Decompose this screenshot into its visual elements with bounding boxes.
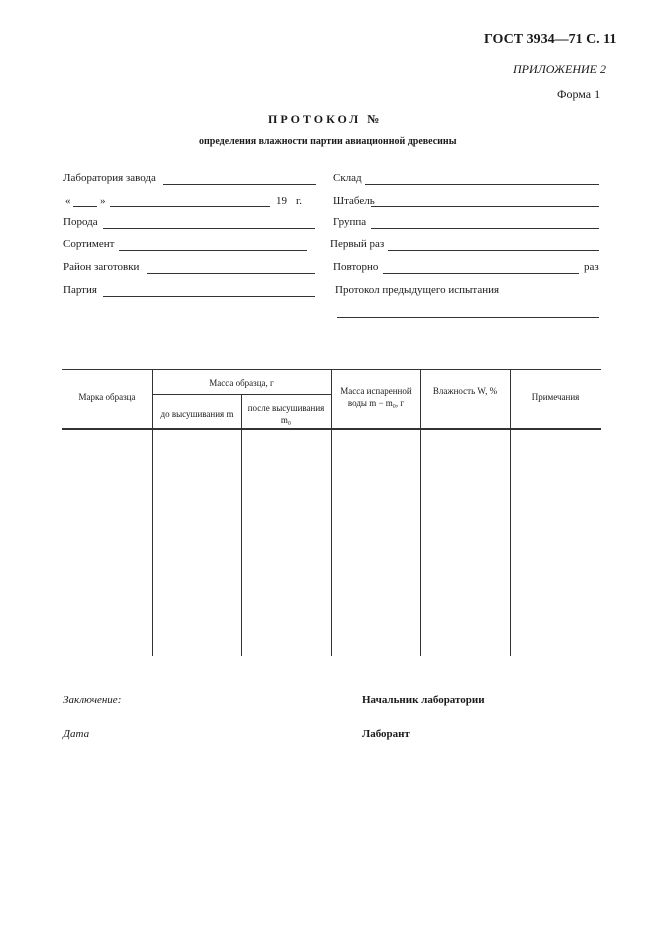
warehouse-label: Склад: [333, 172, 362, 184]
col-divider-2: [241, 395, 242, 656]
stack-blank: [371, 206, 599, 207]
lab-assistant-label: Лаборант: [362, 728, 410, 740]
first-time-label: Первый раз: [330, 238, 385, 250]
month-blank: [110, 206, 270, 207]
lab-factory-label: Лаборатория завода: [63, 172, 156, 184]
harvest-area-blank: [147, 273, 315, 274]
group-blank: [371, 228, 599, 229]
first-time-blank: [388, 250, 599, 251]
col-before-header: до высушивания m: [160, 409, 234, 419]
col-divider-5: [510, 370, 511, 656]
date-label: Дата: [63, 728, 90, 740]
day-blank: [73, 206, 97, 207]
col-after-header: после высушивания m₀: [247, 403, 325, 425]
col-notes-header: Примечания: [531, 392, 580, 402]
year-prefix: 19: [276, 195, 287, 207]
prev-protocol-blank: [337, 317, 599, 318]
mass-group-divider: [152, 394, 332, 395]
breed-label: Порода: [63, 216, 98, 228]
protocol-title: ПРОТОКОЛ №: [268, 112, 383, 126]
appendix-label: ПРИЛОЖЕНИЕ 2: [513, 62, 606, 76]
col-evap-header: Масса испаренной воды m − m₀, г: [340, 386, 412, 408]
batch-label: Партия: [63, 284, 97, 296]
group-label: Группа: [333, 216, 367, 228]
col-divider-4: [420, 370, 421, 656]
batch-blank: [103, 296, 315, 297]
prev-protocol-label: Протокол предыдущего испытания: [335, 284, 500, 296]
repeated-label: Повторно: [333, 261, 379, 273]
col-mark-header: Марка образца: [78, 392, 136, 402]
repeated-blank: [383, 273, 579, 274]
assortment-label: Сортимент: [63, 238, 115, 250]
conclusion-label: Заключение:: [63, 694, 122, 706]
warehouse-blank: [365, 184, 599, 185]
harvest-area-label: Район заготовки: [63, 261, 140, 273]
protocol-subtitle: определения влажности партии авиационной древесины: [199, 136, 457, 147]
form-label: Форма 1: [557, 87, 601, 101]
date-quote-close: »: [100, 195, 106, 207]
head-lab-label: Начальник лаборатории: [362, 694, 485, 706]
lab-factory-blank: [163, 184, 316, 185]
col-moisture-header: Влажность W, %: [432, 386, 498, 396]
year-suffix: г.: [296, 195, 303, 207]
date-quote-open: «: [65, 195, 71, 207]
breed-blank: [103, 228, 315, 229]
col-mass-header: Масса образца, г: [209, 378, 274, 388]
gost-number: ГОСТ 3934—71 С. 11: [484, 32, 617, 47]
col-divider-3: [331, 370, 332, 656]
assortment-blank: [119, 250, 307, 251]
stack-label: Штабель: [333, 195, 375, 207]
times-label: раз: [584, 261, 599, 273]
